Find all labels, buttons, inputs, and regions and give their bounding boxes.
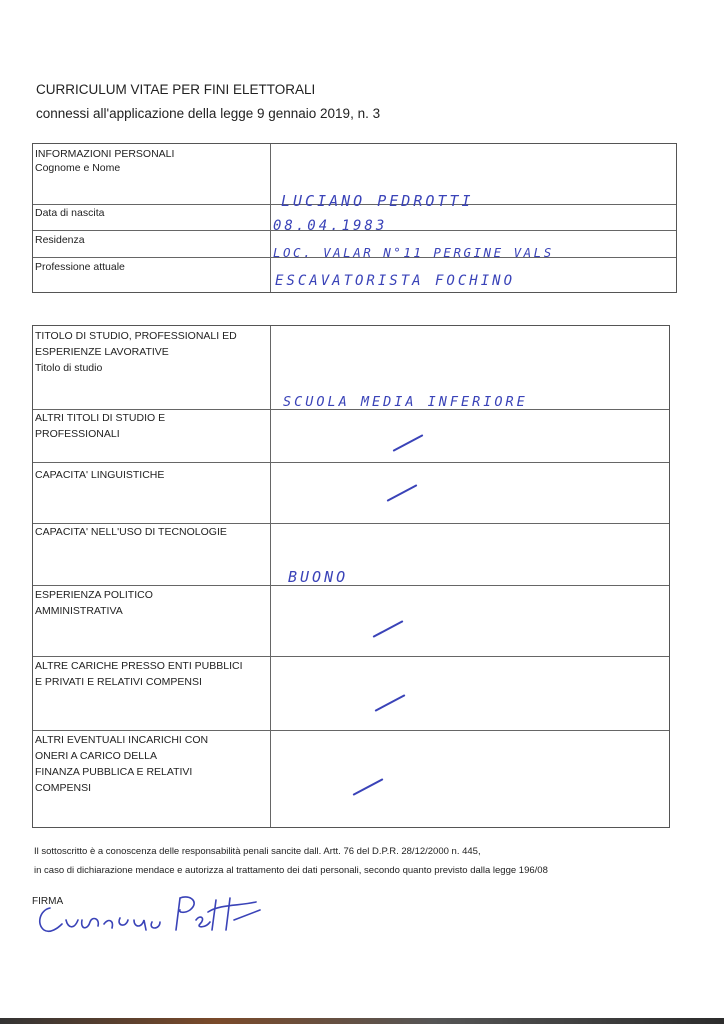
handwritten-signature [30, 890, 280, 940]
empty-mark-other-tasks [353, 778, 384, 796]
declaration-line-2: in caso di dichiarazione mendace e autorizza al trattamento dei dati personali, secondo quanto previsto dalla legge 196/08 [34, 865, 548, 876]
signature-label: FIRMA [32, 896, 64, 907]
profession-value: ESCAVATORISTA FOCHINO [275, 273, 516, 289]
birth-value: 08.04.1983 [273, 218, 388, 234]
other-titles-label-2: PROFESSIONALI [35, 428, 120, 440]
name-label: Cognome e Nome [35, 162, 121, 174]
empty-mark-political [373, 620, 404, 638]
languages-label: CAPACITA' LINGUISTICHE [35, 469, 165, 481]
technology-value: BUONO [288, 568, 349, 586]
declaration-line-1: Il sottoscritto è a conoscenza delle responsabilità penali sancite dall. Artt. 76 del D.P.R. 28/12/2000 n. 445, [34, 846, 481, 857]
scan-edge-strip [0, 1018, 724, 1024]
residence-label: Residenza [35, 234, 85, 246]
empty-mark-other-roles [375, 694, 406, 712]
profession-label: Professione attuale [35, 261, 125, 273]
experience-table [32, 325, 670, 828]
other-tasks-label-4: COMPENSI [35, 782, 92, 794]
other-tasks-label-2: ONERI A CARICO DELLA [35, 750, 157, 762]
other-tasks-label-1: ALTRI EVENTUALI INCARICHI CON [35, 734, 209, 746]
political-label-2: AMMINISTRATIVA [35, 605, 123, 617]
personal-section-label: INFORMAZIONI PERSONALI [35, 148, 175, 160]
technology-label: CAPACITA' NELL'USO DI TECNOLOGIE [35, 526, 227, 538]
residence-value: LOC. VALAR N°11 PERGINE VALS [273, 245, 554, 260]
other-roles-label-1: ALTRE CARICHE PRESSO ENTI PUBBLICI [35, 660, 243, 672]
study-title-label: Titolo di studio [35, 362, 103, 374]
empty-mark-other-titles [393, 434, 424, 452]
study-title-value: SCUOLA MEDIA INFERIORE [283, 394, 528, 410]
empty-mark-languages [387, 484, 418, 502]
document-title: CURRICULUM VITAE PER FINI ELETTORALI [36, 82, 316, 97]
other-titles-label-1: ALTRI TITOLI DI STUDIO E [35, 412, 166, 424]
education-section-label-1: TITOLO DI STUDIO, PROFESSIONALI ED [35, 330, 237, 342]
other-roles-label-2: E PRIVATI E RELATIVI COMPENSI [35, 676, 202, 688]
document-subtitle: connessi all'applicazione della legge 9 gennaio 2019, n. 3 [36, 106, 381, 121]
education-section-label-2: ESPERIENZE LAVORATIVE [35, 346, 169, 358]
political-label-1: ESPERIENZA POLITICO [35, 589, 153, 601]
name-value: LUCIANO PEDROTTI [281, 192, 474, 210]
birth-label: Data di nascita [35, 207, 105, 219]
personal-info-table [32, 143, 677, 293]
other-tasks-label-3: FINANZA PUBBLICA E RELATIVI [35, 766, 193, 778]
